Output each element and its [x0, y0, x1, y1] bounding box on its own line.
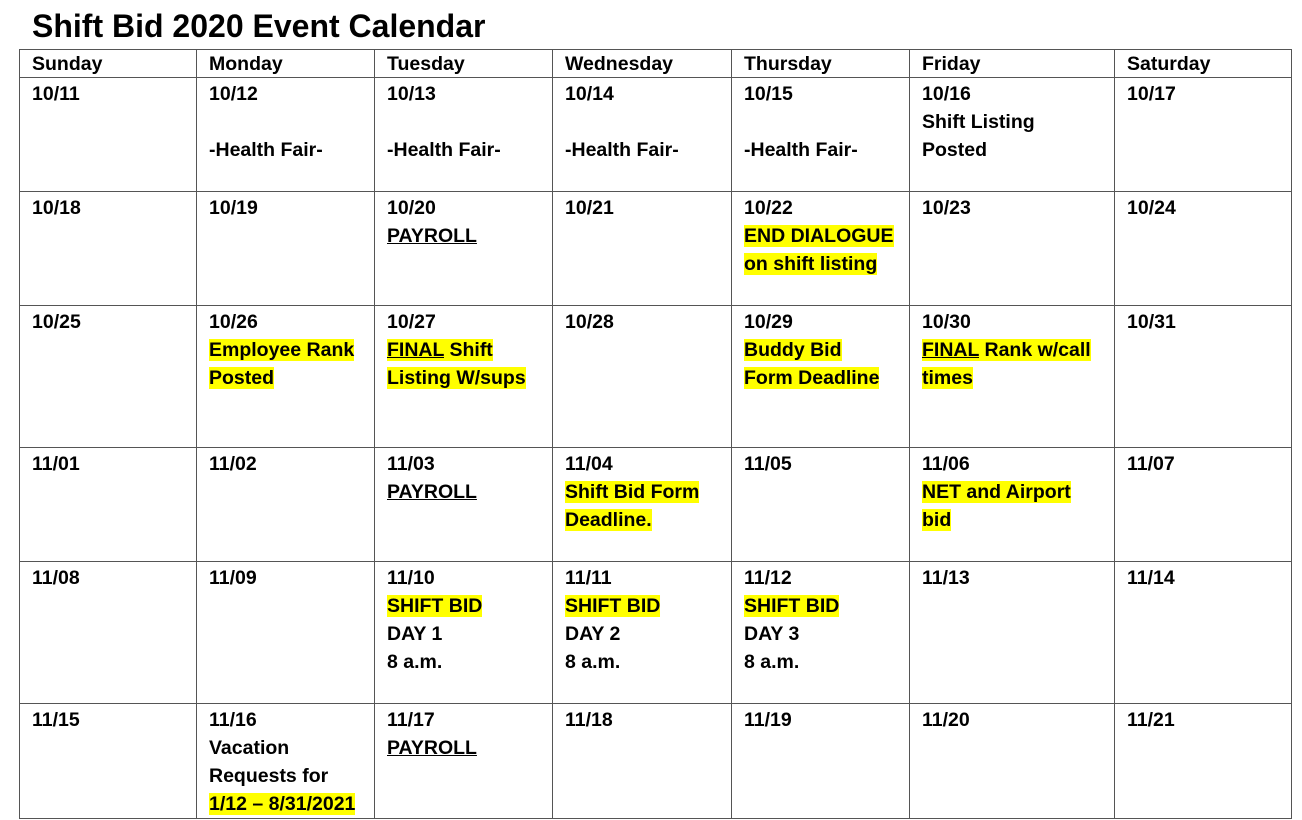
day-date: 11/05 [744, 453, 792, 475]
event-text: Listing W/sups [387, 367, 526, 389]
day-cell [553, 448, 732, 562]
day-date: 11/21 [1127, 709, 1175, 731]
event-text: PAYROLL [387, 481, 477, 503]
week-row [20, 562, 1292, 704]
day-date: 11/02 [209, 453, 257, 475]
event-text: DAY 3 [744, 623, 800, 645]
event-line [387, 336, 552, 364]
day-cell [1115, 562, 1292, 704]
day-cell [197, 562, 375, 704]
event-text: SHIFT BID [565, 595, 661, 617]
day-cell [197, 192, 375, 306]
day-date: 11/14 [1127, 567, 1175, 589]
day-cell [732, 704, 910, 819]
day-cell [732, 562, 910, 704]
event-line [744, 250, 909, 278]
event-text: times [922, 367, 973, 389]
event-line [565, 136, 731, 164]
day-cell [910, 448, 1115, 562]
event-text: Posted [209, 367, 275, 389]
event-text: Shift [444, 339, 493, 361]
event-text: Requests for [209, 765, 329, 787]
event-text: -Health Fair- [387, 139, 501, 161]
event-line [744, 592, 909, 620]
event-line [922, 136, 1114, 164]
event-text: DAY 2 [565, 623, 621, 645]
event-line [744, 222, 909, 250]
day-cell [553, 704, 732, 819]
event-text: Vacation [209, 737, 290, 759]
event-text: Employee Rank [209, 339, 355, 361]
event-line [387, 364, 552, 392]
event-line [565, 648, 731, 676]
day-cell [375, 562, 553, 704]
event-text: PAYROLL [387, 225, 477, 247]
weekday-header-wednesday: Wednesday [553, 50, 732, 78]
event-text: FINAL [922, 339, 980, 361]
weekday-header-thursday: Thursday [732, 50, 910, 78]
day-cell [1115, 306, 1292, 448]
day-cell [375, 704, 553, 819]
day-date: 10/20 [387, 197, 436, 219]
week-row [20, 448, 1292, 562]
event-line [922, 108, 1114, 136]
weekday-header-saturday: Saturday [1115, 50, 1292, 78]
day-date: 10/31 [1127, 311, 1176, 333]
day-date: 11/13 [922, 567, 970, 589]
event-text: Shift Bid Form [565, 481, 700, 503]
day-cell [910, 562, 1115, 704]
day-cell [20, 448, 197, 562]
event-line [744, 336, 909, 364]
day-date: 11/11 [565, 567, 612, 589]
event-line [922, 506, 1114, 534]
event-line [922, 478, 1114, 506]
day-date: 10/26 [209, 311, 258, 333]
day-date: 10/14 [565, 83, 614, 105]
day-date: 10/16 [922, 83, 971, 105]
event-line [565, 592, 731, 620]
event-line [387, 648, 552, 676]
day-cell [197, 78, 375, 192]
day-date: 11/01 [32, 453, 80, 475]
week-row [20, 306, 1292, 448]
page-title: Shift Bid 2020 Event Calendar [32, 8, 486, 44]
day-date: 11/03 [387, 453, 435, 475]
day-date: 10/13 [387, 83, 436, 105]
event-line [387, 620, 552, 648]
event-text: 8 a.m. [387, 651, 443, 673]
day-date: 10/27 [387, 311, 436, 333]
day-date: 11/19 [744, 709, 792, 731]
event-text: Shift Listing [922, 111, 1035, 133]
event-text: END DIALOGUE [744, 225, 894, 247]
event-text: bid [922, 509, 952, 531]
event-line [744, 648, 909, 676]
day-date: 10/18 [32, 197, 81, 219]
day-date: 10/22 [744, 197, 793, 219]
week-row [20, 78, 1292, 192]
weekday-header-monday: Monday [197, 50, 375, 78]
day-cell [553, 306, 732, 448]
event-text: NET and Airport [922, 481, 1071, 503]
event-line [209, 734, 374, 762]
day-date: 10/25 [32, 311, 81, 333]
event-line [565, 506, 731, 534]
day-cell [20, 78, 197, 192]
event-line [387, 592, 552, 620]
day-date: 11/12 [744, 567, 792, 589]
day-date: 10/28 [565, 311, 614, 333]
week-row [20, 192, 1292, 306]
week-row [20, 704, 1292, 819]
event-line [387, 478, 552, 506]
day-date: 10/12 [209, 83, 258, 105]
weekday-header-row [20, 50, 1292, 78]
weekday-header-tuesday: Tuesday [375, 50, 553, 78]
event-text: Deadline. [565, 509, 652, 531]
day-date: 11/07 [1127, 453, 1175, 475]
event-text: Form Deadline [744, 367, 880, 389]
day-cell [553, 562, 732, 704]
day-date: 10/23 [922, 197, 971, 219]
event-line [922, 336, 1114, 364]
event-line [744, 364, 909, 392]
event-line [387, 136, 552, 164]
event-line [565, 108, 731, 136]
weekday-header-friday: Friday [910, 50, 1115, 78]
event-line [209, 364, 374, 392]
event-text: DAY 1 [387, 623, 443, 645]
day-cell [375, 78, 553, 192]
day-cell [910, 192, 1115, 306]
day-cell [1115, 192, 1292, 306]
day-cell [732, 192, 910, 306]
day-date: 10/17 [1127, 83, 1176, 105]
event-line [387, 222, 552, 250]
day-cell [1115, 78, 1292, 192]
day-cell [1115, 704, 1292, 819]
day-cell [20, 704, 197, 819]
day-cell [375, 306, 553, 448]
day-date: 11/18 [565, 709, 613, 731]
day-cell [20, 562, 197, 704]
day-cell [375, 192, 553, 306]
event-text: -Health Fair- [744, 139, 858, 161]
event-line [387, 734, 552, 762]
event-text: Buddy Bid [744, 339, 842, 361]
day-cell [20, 306, 197, 448]
day-cell [732, 448, 910, 562]
day-cell [553, 192, 732, 306]
day-cell [732, 78, 910, 192]
day-cell [910, 704, 1115, 819]
day-cell [197, 306, 375, 448]
event-line [565, 478, 731, 506]
day-cell [910, 78, 1115, 192]
event-text: on shift listing [744, 253, 878, 275]
event-text: PAYROLL [387, 737, 477, 759]
event-text: 1/12 – 8/31/2021 [209, 793, 356, 815]
day-cell [20, 192, 197, 306]
event-line [209, 136, 374, 164]
day-date: 11/09 [209, 567, 257, 589]
day-cell [1115, 448, 1292, 562]
day-cell [375, 448, 553, 562]
event-calendar-table [19, 49, 1292, 819]
day-date: 10/21 [565, 197, 614, 219]
day-cell [732, 306, 910, 448]
day-date: 10/11 [32, 83, 80, 105]
day-cell [197, 704, 375, 819]
event-line [209, 762, 374, 790]
event-text: Rank w/call [979, 339, 1091, 361]
event-line [744, 620, 909, 648]
day-date: 11/16 [209, 709, 257, 731]
event-line [922, 364, 1114, 392]
day-date: 11/04 [565, 453, 613, 475]
day-date: 11/20 [922, 709, 970, 731]
event-text: -Health Fair- [565, 139, 679, 161]
day-date: 10/15 [744, 83, 793, 105]
event-line [209, 108, 374, 136]
day-cell [553, 78, 732, 192]
event-line [387, 108, 552, 136]
day-date: 11/08 [32, 567, 80, 589]
event-line [209, 336, 374, 364]
event-text: -Health Fair- [209, 139, 323, 161]
day-date: 10/19 [209, 197, 258, 219]
event-text: FINAL [387, 339, 445, 361]
event-text: SHIFT BID [387, 595, 483, 617]
weekday-header-sunday: Sunday [20, 50, 197, 78]
day-cell [197, 448, 375, 562]
event-text: 8 a.m. [744, 651, 800, 673]
day-date: 11/10 [387, 567, 435, 589]
day-cell [910, 306, 1115, 448]
day-date: 11/17 [387, 709, 435, 731]
event-text: 8 a.m. [565, 651, 621, 673]
event-text: SHIFT BID [744, 595, 840, 617]
event-line [744, 136, 909, 164]
event-line [744, 108, 909, 136]
day-date: 10/24 [1127, 197, 1176, 219]
event-line [565, 620, 731, 648]
day-date: 10/30 [922, 311, 971, 333]
day-date: 10/29 [744, 311, 793, 333]
day-date: 11/06 [922, 453, 970, 475]
event-text: Posted [922, 139, 988, 161]
day-date: 11/15 [32, 709, 80, 731]
event-line [209, 790, 374, 818]
